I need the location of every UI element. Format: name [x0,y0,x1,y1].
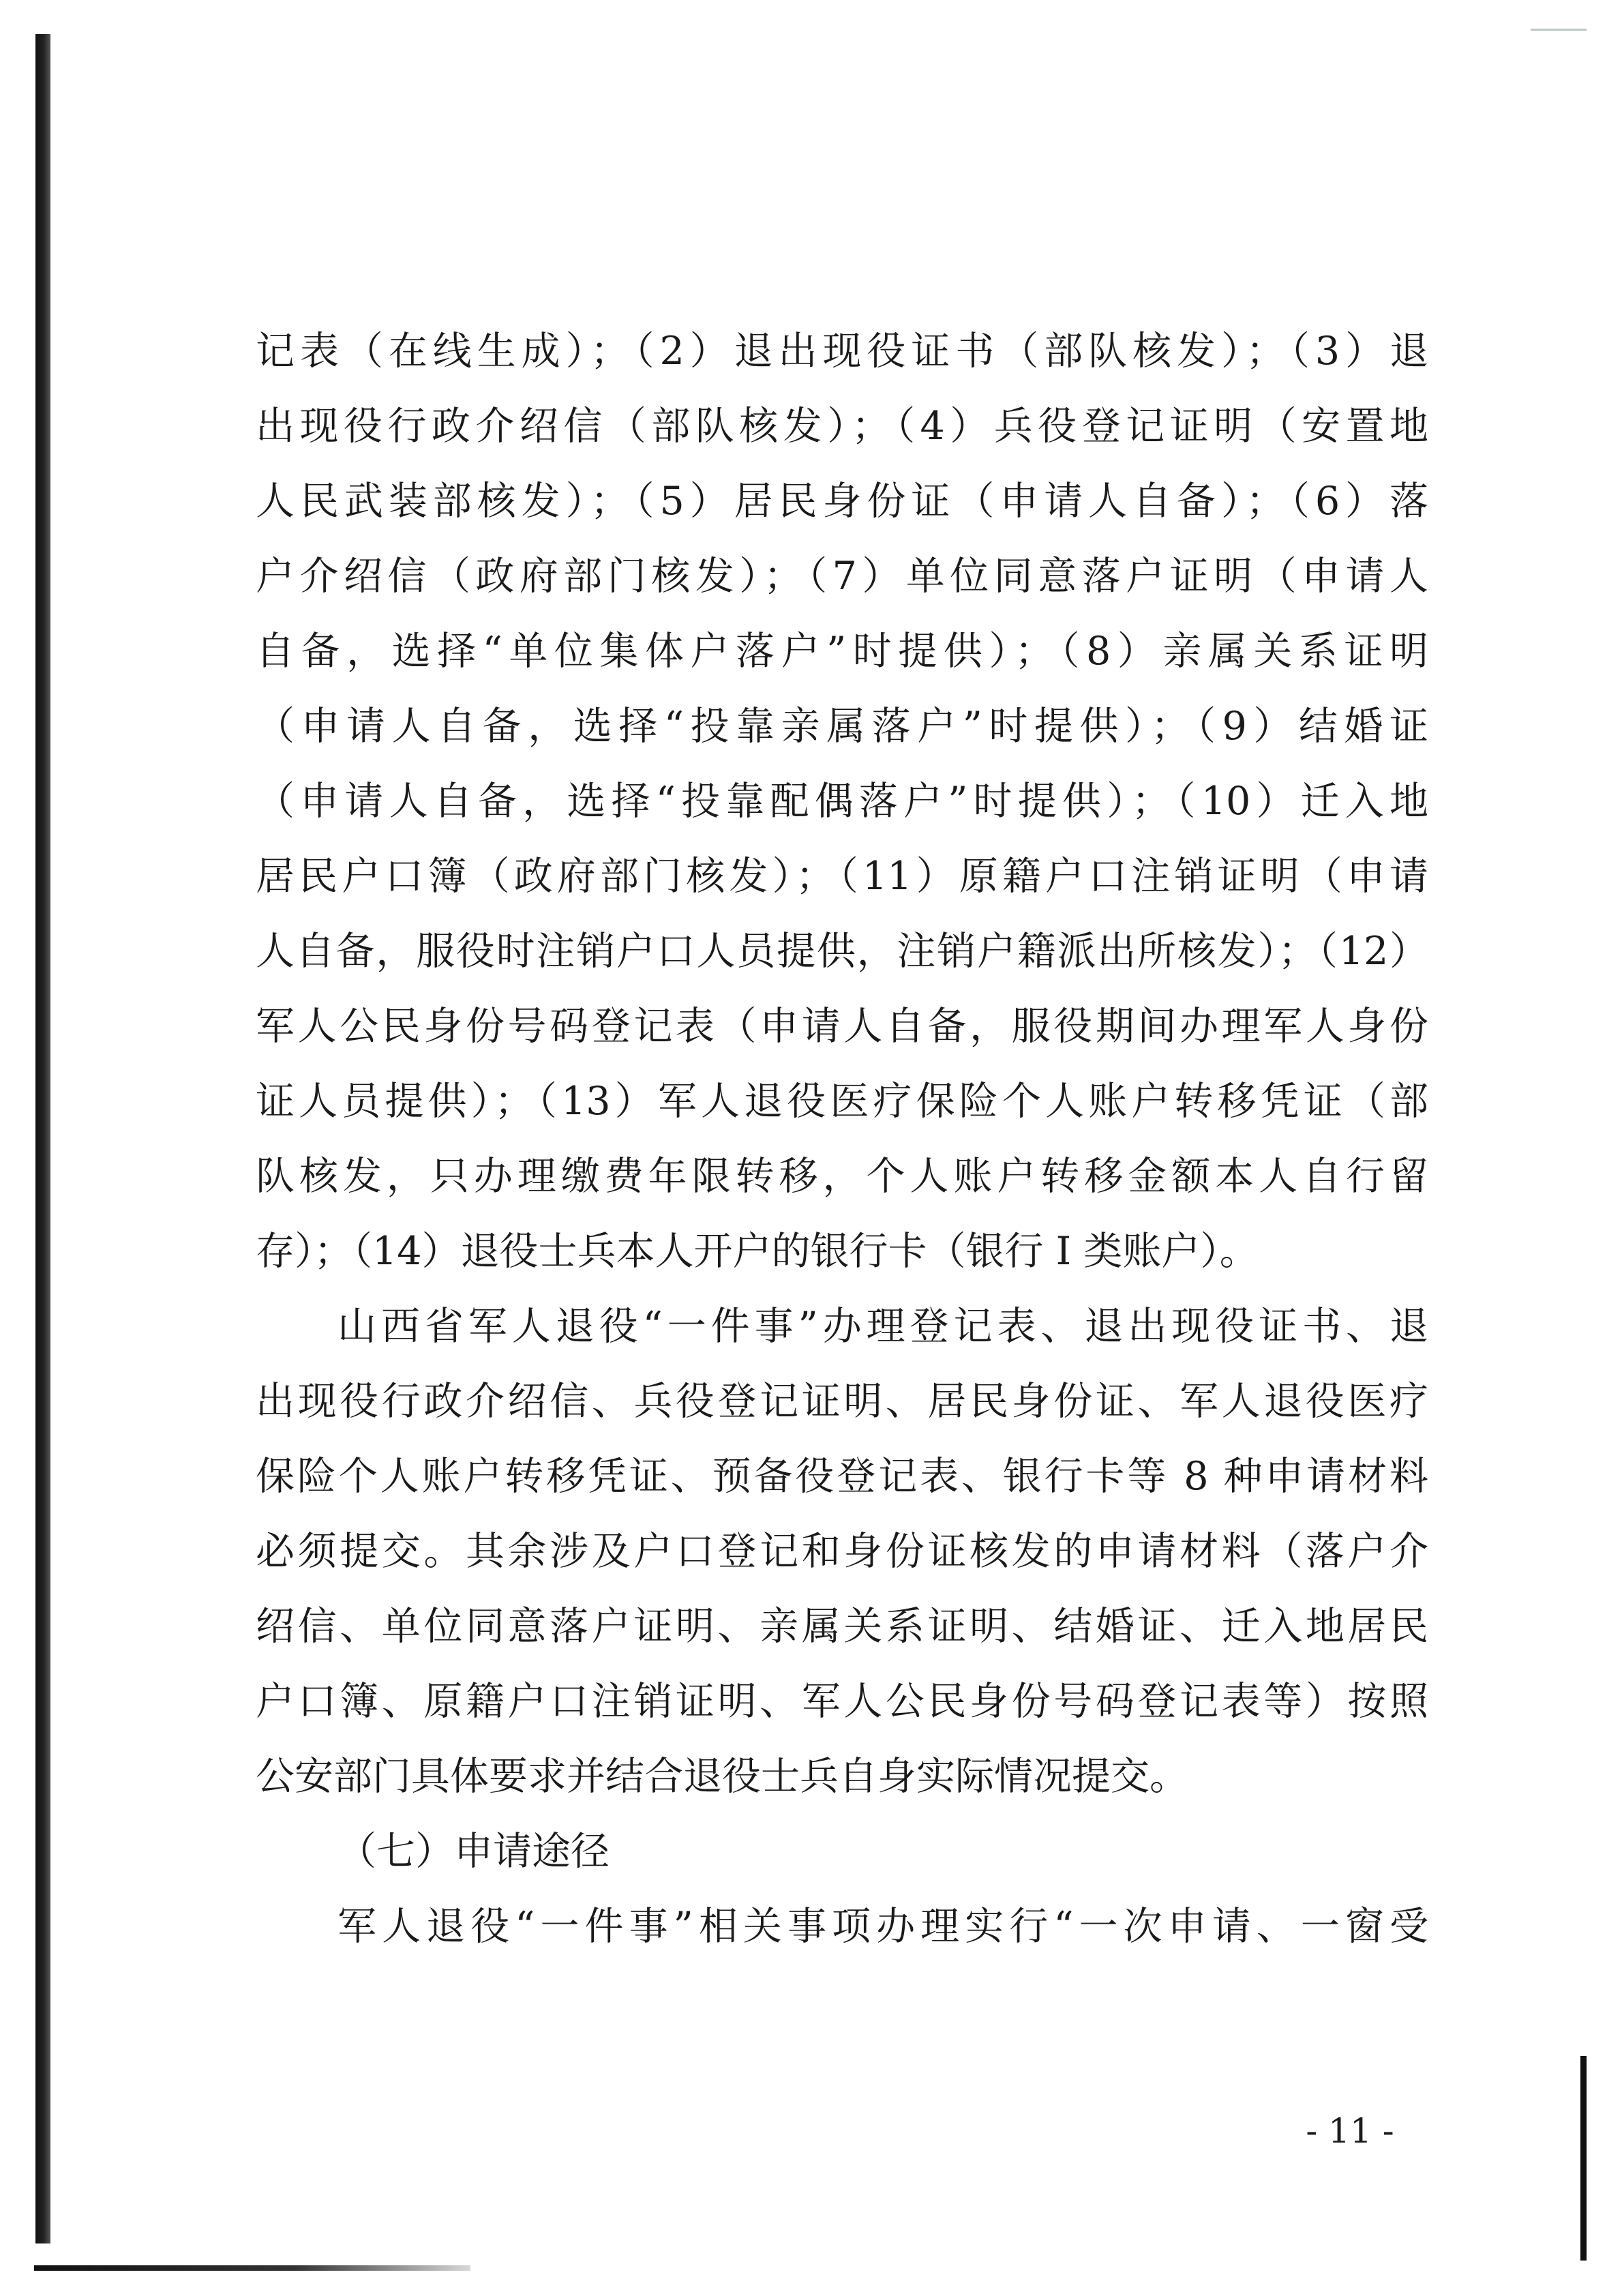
text-line: 证人员提供）；（13）军人退役医疗保险个人账户转移凭证（部 [256,1079,1428,1124]
text-line: 户口簿、原籍户口注销证明、军人公民身份号码登记表等）按照 [256,1679,1428,1724]
text-line: 出现役行政介绍信（部队核发）；（4）兵役登记证明（安置地 [256,404,1428,449]
page-number: - 11 - [1306,2111,1394,2151]
text-line: 军人公民身份号码登记表（申请人自备，服役期间办理军人身份 [256,1004,1428,1049]
text-line: 队核发，只办理缴费年限转移，个人账户转移金额本人自行留 [256,1154,1428,1199]
scan-edge-left [35,34,50,2243]
text-line: 军人退役“一件事”相关事项办理实行“一次申请、一窗受 [337,1904,1428,1949]
text-line: 户介绍信（政府部门核发）；（7）单位同意落户证明（申请人 [256,554,1428,599]
text-line: 必须提交。其余涉及户口登记和身份证核发的申请材料（落户介 [256,1529,1428,1574]
text-line: 存）；（14）退役士兵本人开户的银行卡（银行 I 类账户）。 [256,1229,1259,1274]
scan-edge-right [1580,2056,1587,2261]
scan-mark-top [1531,29,1587,31]
text-line: 公安部门具体要求并结合退役士兵自身实际情况提交。 [256,1754,1188,1799]
text-line: 人民武装部核发）；（5）居民身份证（申请人自备）；（6）落 [256,479,1428,524]
text-line: 记表（在线生成）；（2）退出现役证书（部队核发）；（3）退 [256,329,1428,374]
text-line: 自备，选择“单位集体户落户”时提供）；（8）亲属关系证明 [256,629,1428,674]
section-heading: （七）申请途径 [337,1829,610,1874]
text-line: 山西省军人退役“一件事”办理登记表、退出现役证书、退 [337,1304,1428,1349]
text-line: 绍信、单位同意落户证明、亲属关系证明、结婚证、迁入地居民 [256,1604,1428,1649]
text-line: 人自备，服役时注销户口人员提供，注销户籍派出所核发）；（12） [256,929,1428,974]
text-line: （申请人自备，选择“投靠亲属落户”时提供）；（9）结婚证 [256,704,1428,749]
text-line: （申请人自备，选择“投靠配偶落户”时提供）；（10）迁入地 [256,779,1428,824]
text-line: 居民户口簿（政府部门核发）；（11）原籍户口注销证明（申请 [256,854,1428,899]
text-line: 保险个人账户转移凭证、预备役登记表、银行卡等 8 种申请材料 [256,1454,1428,1499]
scan-edge-bottom [34,2265,470,2271]
document-body [256,314,1428,1964]
text-line: 出现役行政介绍信、兵役登记证明、居民身份证、军人退役医疗 [256,1379,1428,1424]
